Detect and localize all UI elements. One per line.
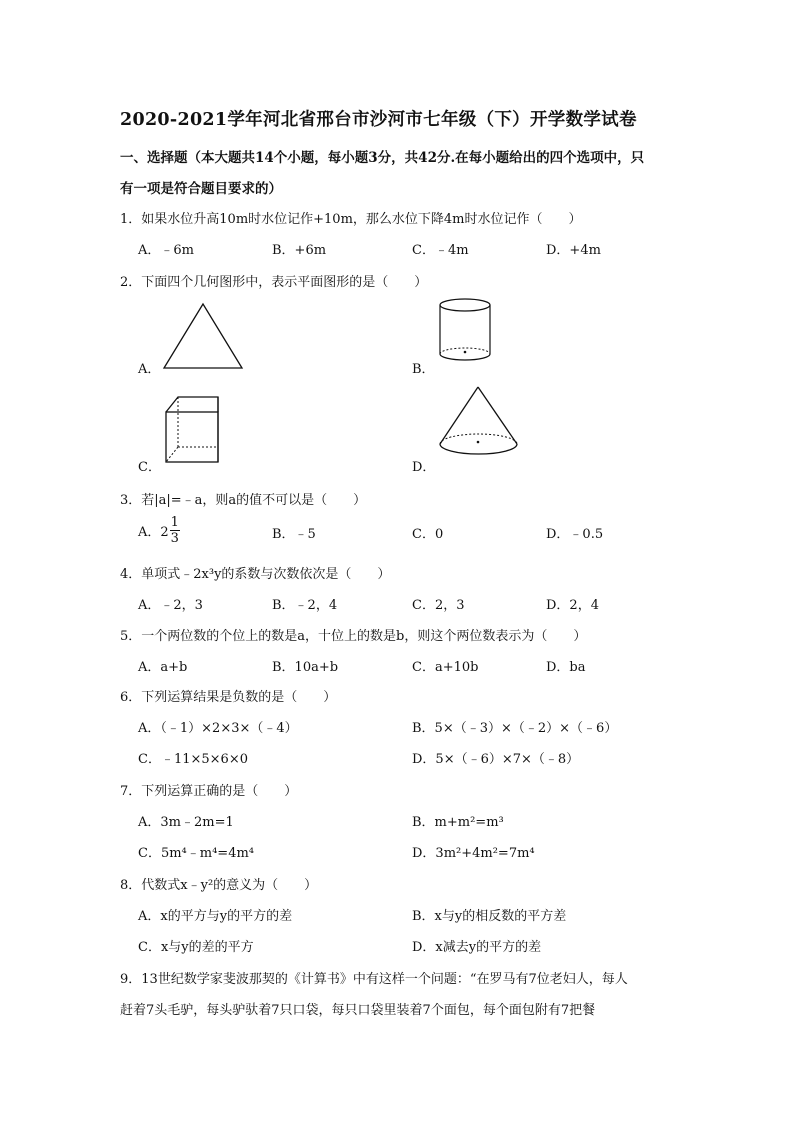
triangle-icon	[160, 300, 250, 375]
q5-option-c: C．a+10b	[412, 660, 479, 675]
q5-option-b: B．10a+b	[272, 660, 339, 675]
q5-option-d: D．ba	[546, 660, 586, 675]
question-9-line1: 9．13世纪数学家斐波那契的《计算书》中有这样一个问题：“在罗马有7位老妇人，每人	[120, 972, 628, 987]
q7-option-c: C．5m⁴﹣m⁴=4m⁴	[138, 846, 254, 861]
q2-option-a-label: A．	[138, 362, 161, 377]
q1-option-a: A．﹣6m	[138, 243, 194, 258]
question-9-line2: 赶着7头毛驴，每头驴驮着7只口袋，每只口袋里装着7个面包，每个面包附有7把餐	[120, 1003, 596, 1018]
page-title: 2020-2021学年河北省邢台市沙河市七年级（下）开学数学试卷	[120, 110, 637, 130]
q2-option-d-label: D．	[412, 460, 436, 475]
q4-option-a: A．﹣2，3	[138, 598, 203, 613]
section-heading-line1: 一、选择题（本大题共14个小题，每小题3分，共42分.在每小题给出的四个选项中，只	[120, 150, 645, 166]
cylinder-icon	[436, 296, 498, 376]
fraction-numerator: 1	[170, 515, 179, 530]
q7-option-b: B．m+m²=m³	[412, 815, 504, 830]
q3-option-b: B．﹣5	[272, 527, 316, 542]
question-3-stem: 3．若|a|=﹣a，则a的值不可以是（ ）	[120, 493, 367, 508]
q4-option-c: C．2，3	[412, 598, 465, 613]
question-7-stem: 7．下列运算正确的是（ ）	[120, 784, 298, 799]
question-1-stem: 1．如果水位升高10m时水位记作+10m，那么水位下降4m时水位记作（ ）	[120, 212, 582, 227]
question-6-stem: 6．下列运算结果是负数的是（ ）	[120, 690, 337, 705]
question-5-stem: 5．一个两位数的个位上的数是a，十位上的数是b，则这个两位数表示为（ ）	[120, 629, 587, 644]
q1-option-c: C．﹣4m	[412, 243, 469, 258]
q7-option-a: A．3m﹣2m=1	[138, 815, 234, 830]
cube-icon	[162, 394, 224, 468]
section-heading-line2: 有一项是符合题目要求的）	[120, 181, 282, 197]
q5-option-a: A．a+b	[138, 660, 188, 675]
q3-option-c: C．0	[412, 527, 444, 542]
q4-option-b: B．﹣2，4	[272, 598, 338, 613]
q3-option-d: D．﹣0.5	[546, 527, 604, 542]
q4-option-d: D．2，4	[546, 598, 599, 613]
q6-option-d: D．5×（﹣6）×7×（﹣8）	[412, 752, 580, 767]
q2-option-b-label: B．	[412, 362, 435, 377]
q6-option-c: C．﹣11×5×6×0	[138, 752, 248, 767]
q3-option-a	[138, 515, 180, 546]
q2-option-c-label: C．	[138, 460, 161, 475]
q8-option-d: D．x减去y的平方的差	[412, 940, 542, 955]
fraction-denominator: 3	[170, 531, 179, 546]
q6-option-a: A．（﹣1）×2×3×（﹣4）	[138, 721, 298, 736]
q3-option-a-prefix: A．2	[138, 525, 169, 540]
q7-option-d: D．3m²+4m²=7m⁴	[412, 846, 535, 861]
cone-icon	[436, 384, 522, 466]
question-2-stem: 2．下面四个几何图形中，表示平面图形的是（ ）	[120, 275, 428, 290]
question-4-stem: 4．单项式﹣2x³y的系数与次数依次是（ ）	[120, 567, 391, 582]
q1-option-d: D．+4m	[546, 243, 601, 258]
q6-option-b: B．5×（﹣3）×（﹣2）×（﹣6）	[412, 721, 618, 736]
q3-option-a-fraction	[170, 515, 180, 546]
q1-option-b: B．+6m	[272, 243, 327, 258]
question-8-stem: 8．代数式x﹣y²的意义为（ ）	[120, 878, 318, 893]
q8-option-a: A．x的平方与y的平方的差	[138, 909, 293, 924]
q8-option-c: C．x与y的差的平方	[138, 940, 254, 955]
q8-option-b: B．x与y的相反数的平方差	[412, 909, 567, 924]
